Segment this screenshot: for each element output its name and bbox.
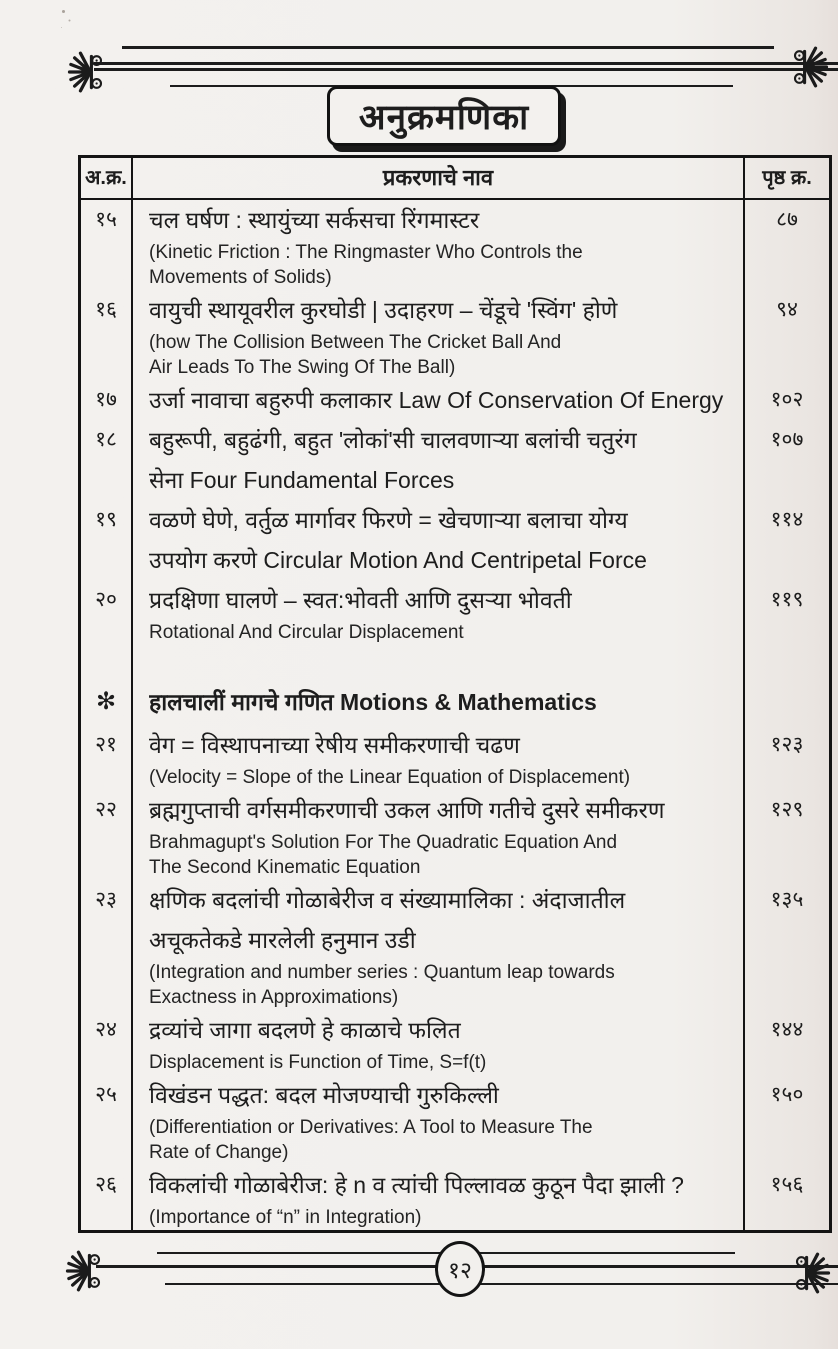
chapter-line-marathi: विकलांची गोळाबेरीज: हे n व त्यांची पिल्लावळ कुठून पैदा झाली ? [149,1172,684,1198]
row-page-number: १५६ [743,1165,829,1230]
floral-ornament-icon [56,47,106,97]
chapter-name-cell [133,1010,743,1075]
chapter-name-cell [133,679,743,725]
chapter-line-english: Exactness in Approximations) [149,987,399,1008]
chapter-line-marathi: चल घर्षण : स्थायुंच्या सर्कसचा रिंगमास्टर [149,207,480,233]
row-serial-no: १७ [81,380,133,420]
row-page-number: ८७ [743,200,829,290]
row-page-number: ९४ [743,290,829,380]
toc-section-row [81,679,829,725]
row-serial-no: २४ [81,1010,133,1075]
chapter-name-cell [133,420,743,500]
toc-row [81,1165,829,1230]
chapter-name-cell [133,380,743,420]
chapter-line-marathi: वायुची स्थायूवरील कुरघोडी | उदाहरण – चेंडूचे 'स्विंग' होणे [149,297,618,323]
chapter-name-cell [133,580,743,645]
row-serial-no: २६ [81,1165,133,1230]
row-page-number: ११९ [743,580,829,645]
row-serial-no: २२ [81,790,133,880]
chapter-name-cell [133,1075,743,1165]
chapter-name-cell [133,500,743,580]
chapter-line-english: Air Leads To The Swing Of The Ball) [149,357,456,378]
chapter-line-marathi: बहुरूपी, बहुढंगी, बहुत 'लोकां'सी चालवणाऱ्या बलांची चतुरंग [149,427,637,453]
row-serial-no: १९ [81,500,133,580]
chapter-line-marathi: प्रदक्षिणा घालणे – स्वत:भोवती आणि दुसऱ्या भोवती [149,587,572,613]
header-rule-top [122,46,774,49]
chapter-line-marathi: द्रव्यांचे जागा बदलणे हे काळाचे फलित [149,1017,461,1043]
toc-row [81,580,829,645]
chapter-name-cell [133,725,743,790]
toc-row [81,1010,829,1075]
floral-ornament-icon [792,1248,838,1298]
row-serial-no: २० [81,580,133,645]
row-serial-no: १८ [81,420,133,500]
chapter-line-english: Rotational And Circular Displacement [149,622,464,643]
chapter-line-marathi: हालचालीं मागचे गणित Motions & Mathematics [149,689,597,715]
chapter-line-marathi: ब्रह्मगुप्ताची वर्गसमीकरणाची उकल आणि गतीचे दुसरे समीकरण [149,797,665,823]
scan-smudge [62,10,65,13]
toc-row [81,420,829,500]
header-rule-main-lower [94,68,838,71]
row-serial-no: १५ [81,200,133,290]
floral-ornament-icon [54,1246,104,1296]
toc-row [81,200,829,290]
row-page-number: १३५ [743,880,829,1010]
footer-rule-bottom [165,1283,838,1285]
row-serial-no: २१ [81,725,133,790]
chapter-line-marathi: उपयोग करणे Circular Motion And Centripetal Force [149,547,647,573]
chapter-name-cell [133,645,743,679]
chapter-line-marathi: वेग = विस्थापनाच्या रेषीय समीकरणाची चढण [149,732,520,758]
chapter-name-cell [133,1165,743,1230]
toc-row [81,725,829,790]
chapter-line-english: Movements of Solids) [149,267,332,288]
toc-row [81,500,829,580]
chapter-line-marathi: सेना Four Fundamental Forces [149,467,455,493]
chapter-name-cell [133,790,743,880]
row-serial-no: २३ [81,880,133,1010]
row-page-number [743,645,829,679]
chapter-line-marathi: क्षणिक बदलांची गोळाबेरीज व संख्यामालिका : अंदाजातील [149,887,626,913]
row-page-number: १५० [743,1075,829,1165]
header-serial-no: अ.क्र. [81,158,133,198]
footer-page-number-oval [435,1241,485,1297]
toc-row [81,1075,829,1165]
row-page-number: ११४ [743,500,829,580]
chapter-line-english: The Second Kinematic Equation [149,857,421,878]
page-title: अनुक्रमणिका [358,97,530,137]
chapter-line-english: Displacement is Function of Time, S=f(t) [149,1052,487,1073]
row-serial-no: १६ [81,290,133,380]
row-serial-no [81,645,133,679]
page-title-box [327,86,561,146]
toc-table [78,155,832,1233]
header-page-no: पृष्ठ क्र. [743,158,829,198]
toc-row [81,380,829,420]
row-page-number: १२९ [743,790,829,880]
chapter-line-english: (Kinetic Friction : The Ringmaster Who Controls the [149,242,583,263]
floral-ornament-icon [790,42,838,92]
toc-body [81,200,829,1230]
chapter-line-english: (Integration and number series : Quantum leap towards [149,962,615,983]
footer-page-number: १२ [448,1257,472,1283]
row-page-number [743,679,829,725]
chapter-line-english: (how The Collision Between The Cricket Ball And [149,332,562,353]
chapter-line-english: (Velocity = Slope of the Linear Equation of Displacement) [149,767,631,788]
row-page-number: १२३ [743,725,829,790]
toc-spacer-row [81,645,829,679]
row-page-number: १०७ [743,420,829,500]
chapter-line-marathi: विखंडन पद्धत: बदल मोजण्याची गुरुकिल्ली [149,1082,499,1108]
chapter-line-marathi: अचूकतेकडे मारलेली हनुमान उडी [149,927,416,953]
chapter-name-cell [133,880,743,1010]
toc-row [81,880,829,1010]
chapter-name-cell [133,290,743,380]
row-page-number: १४४ [743,1010,829,1075]
chapter-line-marathi: उर्जा नावाचा बहुरुपी कलाकार Law Of Conservation Of Energy [149,387,724,413]
row-serial-no: २५ [81,1075,133,1165]
header-chapter-name: प्रकरणाचे नाव [382,165,494,190]
toc-header-row [81,158,829,200]
row-page-number: १०२ [743,380,829,420]
toc-row [81,790,829,880]
chapter-line-marathi: वळणे घेणे, वर्तुळ मार्गावर फिरणे = खेचणाऱ्या बलाचा योग्य [149,507,628,533]
chapter-name-cell [133,200,743,290]
section-marker-icon: ✻ [81,679,133,725]
header-rule-main-upper [94,62,838,65]
chapter-line-english: (Importance of “n” in Integration) [149,1207,422,1228]
chapter-line-english: Brahmagupt's Solution For The Quadratic Equation And [149,832,618,853]
toc-row [81,290,829,380]
chapter-line-english: (Differentiation or Derivatives: A Tool to Measure The [149,1117,593,1138]
chapter-line-english: Rate of Change) [149,1142,289,1163]
